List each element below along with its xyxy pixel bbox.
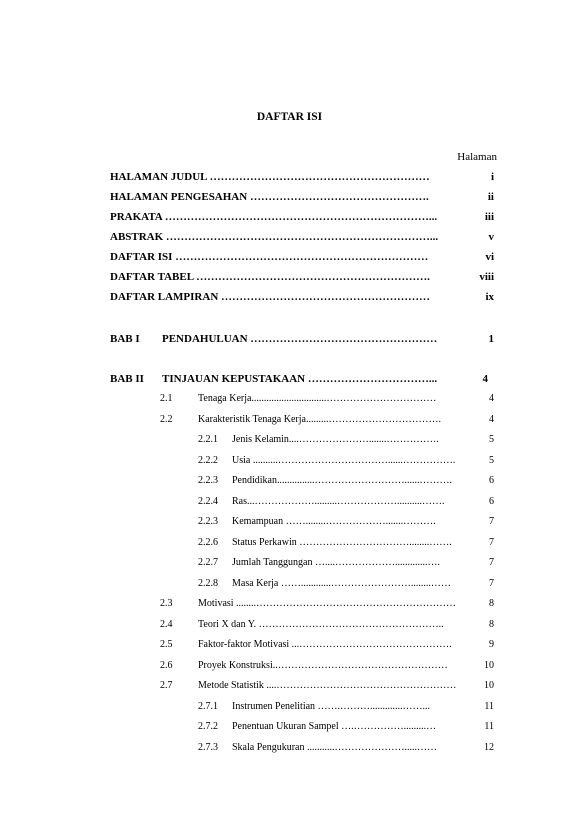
toc-chapter-number: BAB I bbox=[110, 333, 140, 345]
toc-entry-title: ABSTRAK ………………………………………………………………... bbox=[110, 231, 439, 243]
toc-entry-title: DAFTAR TABEL ………………………………………………………. bbox=[110, 271, 430, 283]
toc-section-page: 10 bbox=[484, 680, 494, 691]
toc-section-number: 2.7.1 bbox=[198, 701, 218, 712]
toc-front-entry bbox=[110, 169, 498, 185]
toc-entry-page: iii bbox=[484, 211, 494, 223]
toc-entry-title: PRAKATA ………………………………………………………………... bbox=[110, 211, 438, 223]
halaman-label: Halaman bbox=[457, 151, 497, 163]
toc-section-title: Penentuan Ukuran Sampel ….…………….........… bbox=[232, 721, 437, 732]
toc-section-number: 2.2.8 bbox=[198, 578, 218, 589]
toc-section-page: 8 bbox=[489, 598, 494, 609]
toc-section-entry bbox=[160, 391, 494, 407]
toc-section-entry bbox=[160, 658, 494, 674]
toc-section-page: 6 bbox=[489, 496, 494, 507]
toc-section-title: Masa Kerja ……............……………………........…… bbox=[232, 578, 451, 589]
toc-section-title: Pendidikan...............………………………......………. bbox=[232, 475, 452, 486]
toc-section-page: 4 bbox=[489, 393, 494, 404]
toc-section-title: Proyek Konstruksi..…………………………………………… bbox=[198, 660, 448, 671]
toc-subsection-entry bbox=[198, 535, 494, 551]
toc-section-number: 2.2.6 bbox=[198, 537, 218, 548]
toc-section-number: 2.2.7 bbox=[198, 557, 218, 568]
toc-entry-page: i bbox=[490, 171, 494, 183]
toc-section-page: 11 bbox=[484, 701, 494, 712]
toc-section-number: 2.3 bbox=[160, 598, 173, 609]
toc-section-number: 2.1 bbox=[160, 393, 173, 404]
toc-section-title: Metode Statistik ....……………………………………………… bbox=[198, 680, 457, 691]
toc-section-page: 7 bbox=[489, 537, 494, 548]
toc-section-entry bbox=[160, 617, 494, 633]
toc-subsection-entry bbox=[198, 432, 494, 448]
toc-section-number: 2.7.2 bbox=[198, 721, 218, 732]
toc-chapter-page: 1 bbox=[488, 333, 494, 345]
toc-section-title: Faktor-faktor Motivasi ...………………………………………. bbox=[198, 639, 452, 650]
toc-section-title: Instrumen Penelitian …….……….............……... bbox=[232, 701, 431, 712]
toc-section-number: 2.2.3 bbox=[198, 516, 218, 527]
toc-subsection-entry bbox=[198, 473, 494, 489]
toc-section-number: 2.6 bbox=[160, 660, 173, 671]
toc-section-title: Ras...……………….........………………..........……. bbox=[232, 496, 445, 507]
toc-section-entry bbox=[160, 678, 494, 694]
toc-entry-page: v bbox=[488, 231, 494, 243]
toc-section-title: Tenaga Kerja..............................…………………………… bbox=[198, 393, 437, 404]
toc-section-number: 2.7 bbox=[160, 680, 173, 691]
toc-entry-page: vi bbox=[485, 251, 494, 263]
toc-section-title: Skala Pengukuran ...........………………….....…… bbox=[232, 742, 437, 753]
toc-section-title: Karakteristik Tenaga Kerja.........……………………………. bbox=[198, 414, 441, 425]
toc-section-page: 5 bbox=[489, 455, 494, 466]
toc-entry-title: DAFTAR ISI …………………………………………………………… bbox=[110, 251, 429, 263]
toc-section-number: 2.4 bbox=[160, 619, 173, 630]
toc-section-title: Usia ..........……………………………......……………. bbox=[232, 455, 456, 466]
toc-section-number: 2.2 bbox=[160, 414, 173, 425]
toc-section-page: 12 bbox=[484, 742, 494, 753]
toc-section-title: Status Perkawin ……………………………........……. bbox=[232, 537, 452, 548]
toc-subsection-entry bbox=[198, 576, 494, 592]
toc-subsection-entry bbox=[198, 719, 494, 735]
toc-section-page: 7 bbox=[489, 557, 494, 568]
toc-section-page: 8 bbox=[489, 619, 494, 630]
toc-chapter-title: PENDAHULUAN …………………………………………… bbox=[162, 333, 438, 345]
toc-front-entry bbox=[110, 269, 498, 285]
toc-chapter-number: BAB II bbox=[110, 373, 144, 385]
page-title: DAFTAR ISI bbox=[256, 111, 323, 123]
toc-chapter-entry bbox=[110, 331, 498, 347]
toc-entry-title: HALAMAN JUDUL …………………………………………………… bbox=[110, 171, 430, 183]
toc-chapter-entry bbox=[110, 371, 498, 387]
toc-entry-page: viii bbox=[479, 271, 494, 283]
toc-subsection-entry bbox=[198, 555, 494, 571]
toc-subsection-entry bbox=[198, 494, 494, 510]
toc-subsection-entry bbox=[198, 453, 494, 469]
toc-entry-page: ix bbox=[485, 291, 494, 303]
toc-section-title: Kemampuan ……........……………….......………. bbox=[232, 516, 436, 527]
toc-section-title: Jenis Kelamin....………………….......……………. bbox=[232, 434, 439, 445]
toc-section-page: 4 bbox=[489, 414, 494, 425]
toc-section-page: 5 bbox=[489, 434, 494, 445]
toc-section-page: 7 bbox=[489, 578, 494, 589]
toc-section-title: Jumlah Tanggungan …....……………….............…. bbox=[232, 557, 440, 568]
toc-entry-page: ii bbox=[487, 191, 494, 203]
toc-chapter-page: 4 bbox=[482, 373, 488, 385]
toc-chapter-title: TINJAUAN KEPUSTAKAAN ……………………………... bbox=[162, 373, 438, 385]
toc-section-number: 2.2.2 bbox=[198, 455, 218, 466]
toc-section-page: 10 bbox=[484, 660, 494, 671]
toc-section-entry bbox=[160, 596, 494, 612]
toc-section-page: 9 bbox=[489, 639, 494, 650]
toc-entry-title: DAFTAR LAMPIRAN ………………………………………………… bbox=[110, 291, 431, 303]
toc-front-entry bbox=[110, 209, 498, 225]
toc-section-title: Teori X dan Y. ……………………………………………….. bbox=[198, 619, 444, 630]
toc-front-entry bbox=[110, 229, 498, 245]
toc-section-entry bbox=[160, 412, 494, 428]
toc-subsection-entry bbox=[198, 699, 494, 715]
toc-front-entry bbox=[110, 189, 498, 205]
toc-section-entry bbox=[160, 637, 494, 653]
toc-section-title: Motivasi ........…………………………………………………… bbox=[198, 598, 457, 609]
toc-section-page: 7 bbox=[489, 516, 494, 527]
toc-subsection-entry bbox=[198, 514, 494, 530]
toc-section-number: 2.2.3 bbox=[198, 475, 218, 486]
toc-subsection-entry bbox=[198, 740, 494, 756]
toc-section-number: 2.2.4 bbox=[198, 496, 218, 507]
toc-section-page: 6 bbox=[489, 475, 494, 486]
toc-entry-title: HALAMAN PENGESAHAN …………………………………………. bbox=[110, 191, 429, 203]
toc-section-number: 2.2.1 bbox=[198, 434, 218, 445]
toc-front-entry bbox=[110, 249, 498, 265]
toc-section-number: 2.7.3 bbox=[198, 742, 218, 753]
toc-section-page: 11 bbox=[484, 721, 494, 732]
toc-front-entry bbox=[110, 289, 498, 305]
toc-section-number: 2.5 bbox=[160, 639, 173, 650]
